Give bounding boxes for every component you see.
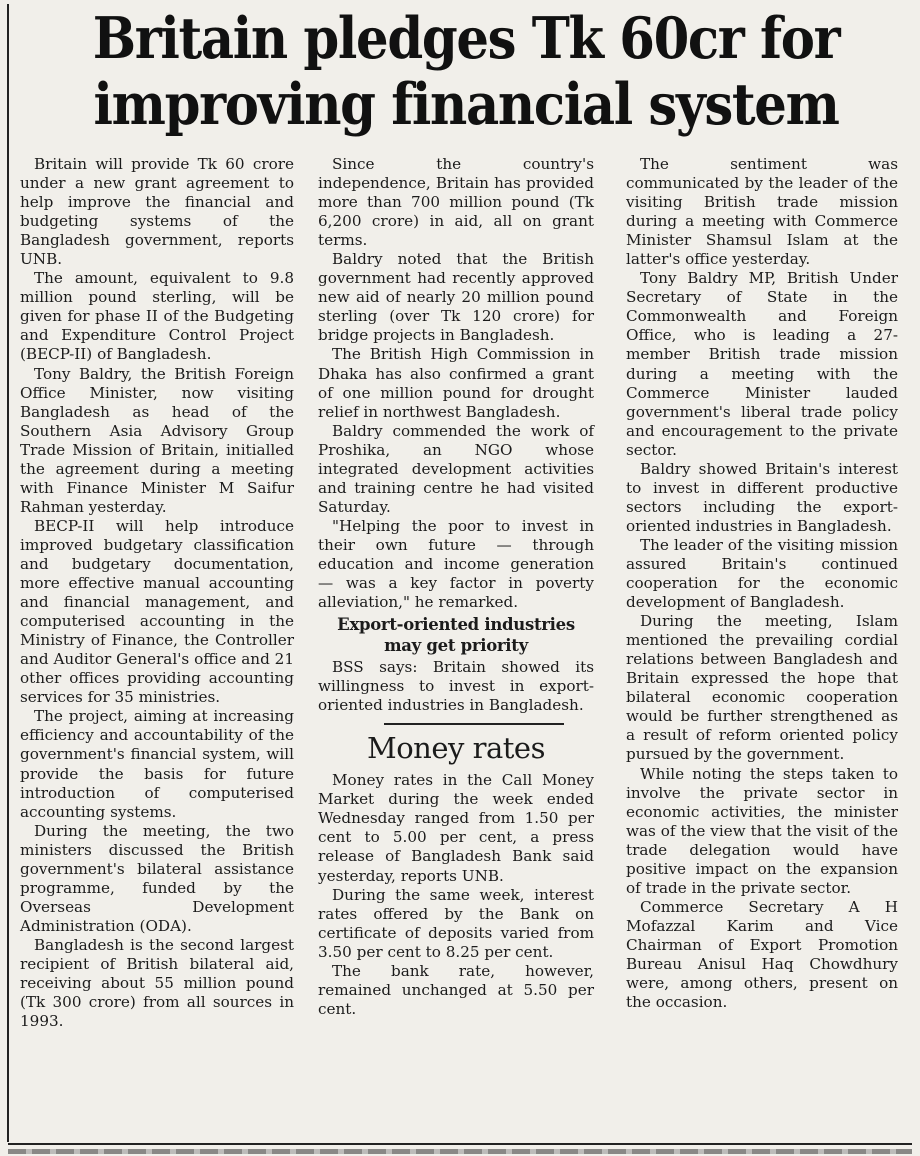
paragraph: Baldry showed Britain's interest to invest in different productive sectors including the export-oriented industries in Bangladesh.: [626, 459, 898, 535]
money-rates-title: Money rates: [367, 731, 545, 766]
paragraph: "Helping the poor to invest in their own future — through education and income generation — was a key factor in poverty alleviation," he remarked.: [318, 516, 594, 612]
article-column-1: [20, 155, 294, 1031]
paragraph: During the same week, interest rates offered by the Bank on certificate of deposits varied from 3.50 per cent to 8.25 per cent.: [318, 885, 594, 961]
bottom-border-pattern: [8, 1149, 912, 1154]
paragraph: Baldry commended the work of Proshika, an NGO whose integrated development activities and training centre he had visited Saturday.: [318, 421, 594, 516]
paragraph: Bangladesh is the second largest recipient of British bilateral aid, receiving about 55 million pound (Tk 300 crore) from all sources in 1993.: [20, 935, 294, 1031]
paragraph: BSS says: Britain showed its willingness to invest in export-oriented industries in Bangladesh.: [318, 658, 594, 715]
article-column-3: [626, 155, 898, 1012]
article-column-2: [318, 155, 594, 1019]
paragraph: The amount, equivalent to 9.8 million pound sterling, will be given for phase II of the Budgeting and Expenditure Control Project (BECP-II) of Bangladesh.: [20, 269, 294, 364]
paragraph: Britain will provide Tk 60 crore under a new grant agreement to help improve the financial and budgeting systems of the Bangladesh government, reports UNB.: [20, 155, 294, 269]
paragraph: During the meeting, the two ministers discussed the British government's bilateral assistance programme, funded by the Overseas Development Administration (ODA).: [20, 821, 294, 935]
paragraph: Baldry noted that the British government had recently approved new aid of nearly 20 million pound sterling (over Tk 120 crore) for bridge projects in Bangladesh.: [318, 250, 594, 345]
paragraph: The sentiment was communicated by the leader of the visiting British trade mission during a meeting with Commerce Minister Shamsul Islam at the latter's office yesterday.: [626, 155, 898, 269]
bottom-rule: [8, 1143, 912, 1145]
paragraph: Commerce Secretary A H Mofazzal Karim and Vice Chairman of Export Promotion Bureau Anisul Haq Chowdhury were, among others, present on the occasion.: [626, 897, 898, 1012]
paragraph: Tony Baldry MP, British Under Secretary of State in the Commonwealth and Foreign Office, who is leading a 27-member British trade mission during a meeting with the Commerce Minister lauded government's liberal trade policy and encouragement to the private sector.: [626, 269, 898, 459]
section-divider: [384, 723, 564, 725]
subheading: Export-oriented industries may get priority: [337, 615, 575, 656]
headline: Britain pledges Tk 60cr for improving financial system: [92, 5, 840, 138]
paragraph: Tony Baldry, the British Foreign Office Minister, now visiting Bangladesh as head of the Southern Asia Advisory Group Trade Mission of Britain, initialled the agreement during a meeting with Finance Minister M Saifur Rahman yesterday.: [20, 364, 294, 516]
paragraph: The project, aiming at increasing efficiency and accountability of the government's financial system, will provide the basis for future introduction of computerised accounting systems.: [20, 707, 294, 821]
paragraph: While noting the steps taken to involve the private sector in economic activities, the minister was of the view that the visit of the trade delegation would have positive impact on the expansion of trade in the private sector.: [626, 764, 898, 897]
paragraph: The leader of the visiting mission assured Britain's continued cooperation for the economic development of Bangladesh.: [626, 535, 898, 612]
paragraph: BECP-II will help introduce improved budgetary classification and budgetary documentation, more effective manual accounting and financial management, and computerised accounting in the Ministry of Finance, the Controller and Auditor General's office and 21 other offices providing accounting services for 35 ministries.: [20, 516, 294, 707]
paragraph: The British High Commission in Dhaka has also confirmed a grant of one million pound for drought relief in northwest Bangladesh.: [318, 345, 594, 421]
paragraph: During the meeting, Islam mentioned the prevailing cordial relations between Bangladesh and Britain expressed the hope that bilateral economic cooperation would be further strengthened as a result of reform oriented policy pursued by the government.: [626, 612, 898, 764]
left-column-rule: [7, 4, 9, 1142]
paragraph: The bank rate, however, remained unchanged at 5.50 per cent.: [318, 961, 594, 1018]
paragraph: Money rates in the Call Money Market during the week ended Wednesday ranged from 1.50 per cent to 5.00 per cent, a press release of Bangladesh Bank said yesterday, reports UNB.: [318, 771, 594, 885]
paragraph: Since the country's independence, Britain has provided more than 700 million pound (Tk 6,200 crore) in aid, all on grant terms.: [318, 155, 594, 250]
